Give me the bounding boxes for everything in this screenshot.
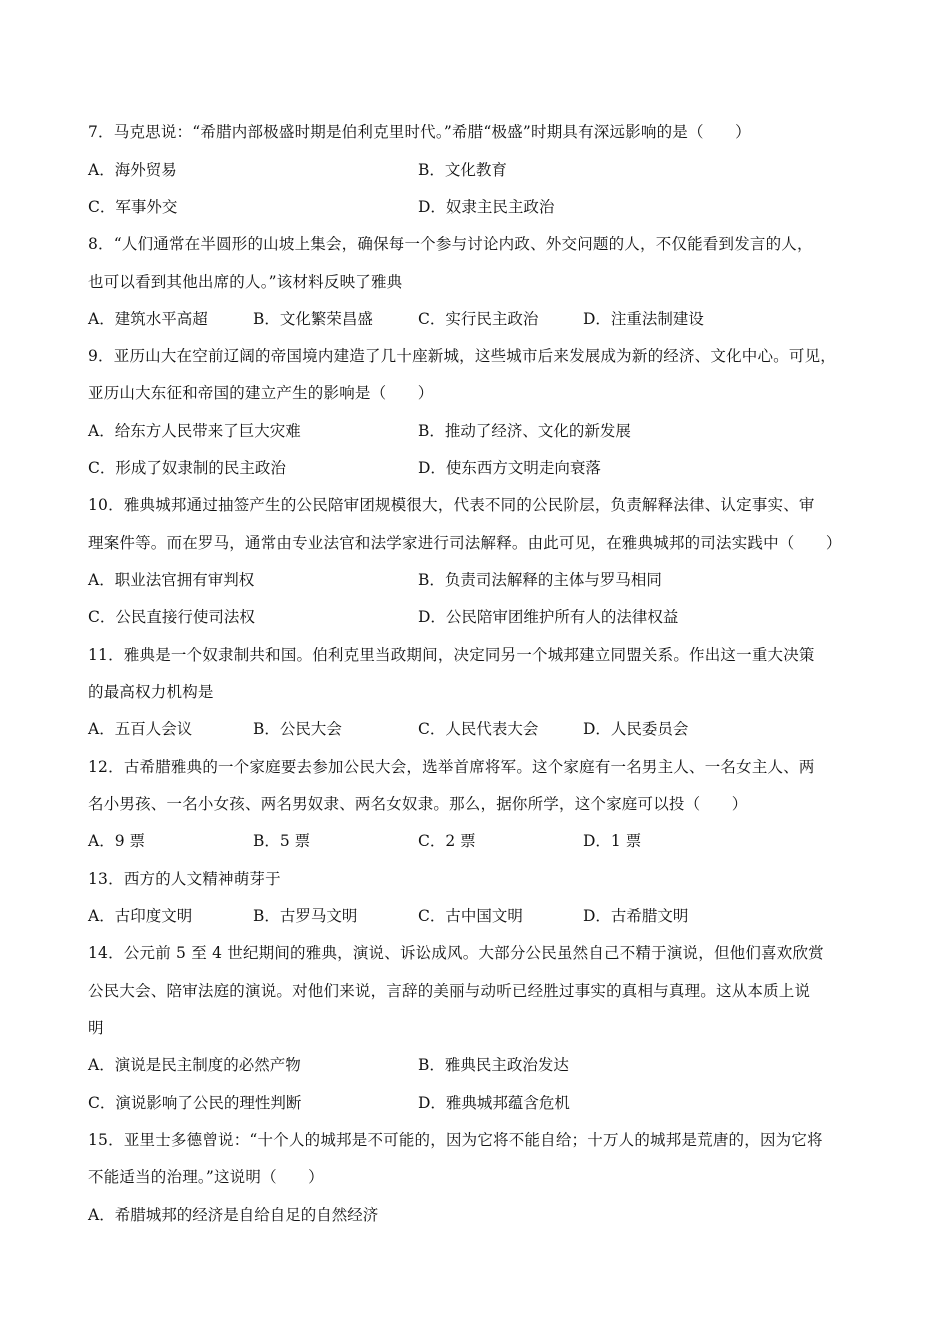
option-b: B．5 票 (253, 832, 311, 850)
option-b: B．文化繁荣昌盛 (253, 310, 373, 328)
question-11-options (88, 719, 888, 739)
option-d: D．奴隶主民主政治 (418, 198, 555, 216)
question-12-options (88, 831, 888, 851)
question-10-stem-line-2: 理案件等。而在罗马，通常由专业法官和法学家进行司法解释。由此可见，在雅典城邦的司法实践中（ ） (88, 534, 842, 552)
question-14-stem-line-1: 14．公元前 5 至 4 世纪期间的雅典，演说、诉讼成风。大部分公民虽然自己不精于演说，但他们喜欢欣赏 (88, 944, 824, 962)
option-c: C．演说影响了公民的理性判断 (88, 1094, 302, 1112)
option-a: A．海外贸易 (88, 161, 177, 179)
option-c: C．形成了奴隶制的民主政治 (88, 459, 286, 477)
question-12-stem-line-2: 名小男孩、一名小女孩、两名男奴隶、两名女奴隶。那么，据你所学，这个家庭可以投（ ） (88, 795, 748, 813)
option-a: A．希腊城邦的经济是自给自足的自然经济 (88, 1206, 379, 1224)
question-15-options (88, 1205, 888, 1225)
option-a: A．五百人会议 (88, 720, 193, 738)
option-c: C．实行民主政治 (418, 310, 539, 328)
question-14-stem-line-3: 明 (88, 1019, 104, 1037)
option-d: D．使东西方文明走向衰落 (418, 459, 601, 477)
question-9-options-row-2 (88, 458, 888, 478)
option-a: A．演说是民主制度的必然产物 (88, 1056, 301, 1074)
option-d: D．人民委员会 (583, 720, 689, 738)
option-b: B．雅典民主政治发达 (418, 1056, 569, 1074)
question-8-stem-line-1: 8．“人们通常在半圆形的山坡上集会，确保每一个参与讨论内政、外交问题的人，不仅能看到发言的人， (88, 235, 813, 253)
option-c: C．军事外交 (88, 198, 178, 216)
question-9-options-row-1 (88, 421, 888, 441)
option-d: D．雅典城邦蕴含危机 (418, 1094, 570, 1112)
option-d: D．古希腊文明 (583, 907, 689, 925)
question-14-stem-line-2: 公民大会、陪审法庭的演说。对他们来说，言辞的美丽与动听已经胜过事实的真相与真理。这从本质上说 (88, 982, 811, 1000)
question-8-options (88, 309, 888, 329)
option-c: C．2 票 (418, 832, 476, 850)
question-9-stem-line-1: 9．亚历山大在空前辽阔的帝国境内建造了几十座新城，这些城市后来发展成为新的经济、文化中心。可见， (88, 347, 836, 365)
question-7-stem: 7．马克思说：“希腊内部极盛时期是伯利克里时代。”希腊“极盛”时期具有深远影响的是（ ） (88, 123, 751, 141)
option-d: D．1 票 (583, 832, 642, 850)
question-10-stem-line-1: 10．雅典城邦通过抽签产生的公民陪审团规模很大，代表不同的公民阶层，负责解释法律、认定事实、审 (88, 496, 815, 514)
option-b: B．文化教育 (418, 161, 507, 179)
option-a: A．职业法官拥有审判权 (88, 571, 255, 589)
option-b: B．推动了经济、文化的新发展 (418, 422, 631, 440)
option-a: A．古印度文明 (88, 907, 193, 925)
question-9-stem-line-2: 亚历山大东征和帝国的建立产生的影响是（ ） (88, 384, 434, 402)
option-c: C．古中国文明 (418, 907, 523, 925)
question-8-stem-line-2: 也可以看到其他出席的人。”该材料反映了雅典 (88, 273, 403, 291)
question-13-stem: 13．西方的人文精神萌芽于 (88, 870, 281, 888)
option-a: A．9 票 (88, 832, 145, 850)
question-15-stem-line-2: 不能适当的治理。”这说明（ ） (88, 1168, 324, 1186)
option-a: A．给东方人民带来了巨大灾难 (88, 422, 301, 440)
option-b: B．古罗马文明 (253, 907, 358, 925)
option-b: B．公民大会 (253, 720, 342, 738)
option-a: A．建筑水平高超 (88, 310, 208, 328)
option-d: D．注重法制建设 (583, 310, 704, 328)
option-b: B．负责司法解释的主体与罗马相同 (418, 571, 662, 589)
question-11-stem-line-1: 11．雅典是一个奴隶制共和国。伯利克里当政期间，决定同另一个城邦建立同盟关系。作出这一重大决策 (88, 646, 815, 664)
question-14-options-row-2 (88, 1093, 888, 1113)
option-c: C．公民直接行使司法权 (88, 608, 255, 626)
option-c: C．人民代表大会 (418, 720, 539, 738)
question-12-stem-line-1: 12．古希腊雅典的一个家庭要去参加公民大会，选举首席将军。这个家庭有一名男主人、一名女主人、两 (88, 758, 815, 776)
question-10-options-row-2 (88, 607, 888, 627)
question-10-options-row-1 (88, 570, 888, 590)
question-7-options-row-1 (88, 160, 888, 180)
question-15-stem-line-1: 15．亚里士多德曾说：“十个人的城邦是不可能的，因为它将不能自给；十万人的城邦是荒唐的，因为它将 (88, 1131, 823, 1149)
option-d: D．公民陪审团维护所有人的法律权益 (418, 608, 679, 626)
question-7-options-row-2 (88, 197, 888, 217)
question-13-options (88, 906, 888, 926)
question-14-options-row-1 (88, 1055, 888, 1075)
question-11-stem-line-2: 的最高权力机构是 (88, 683, 214, 701)
